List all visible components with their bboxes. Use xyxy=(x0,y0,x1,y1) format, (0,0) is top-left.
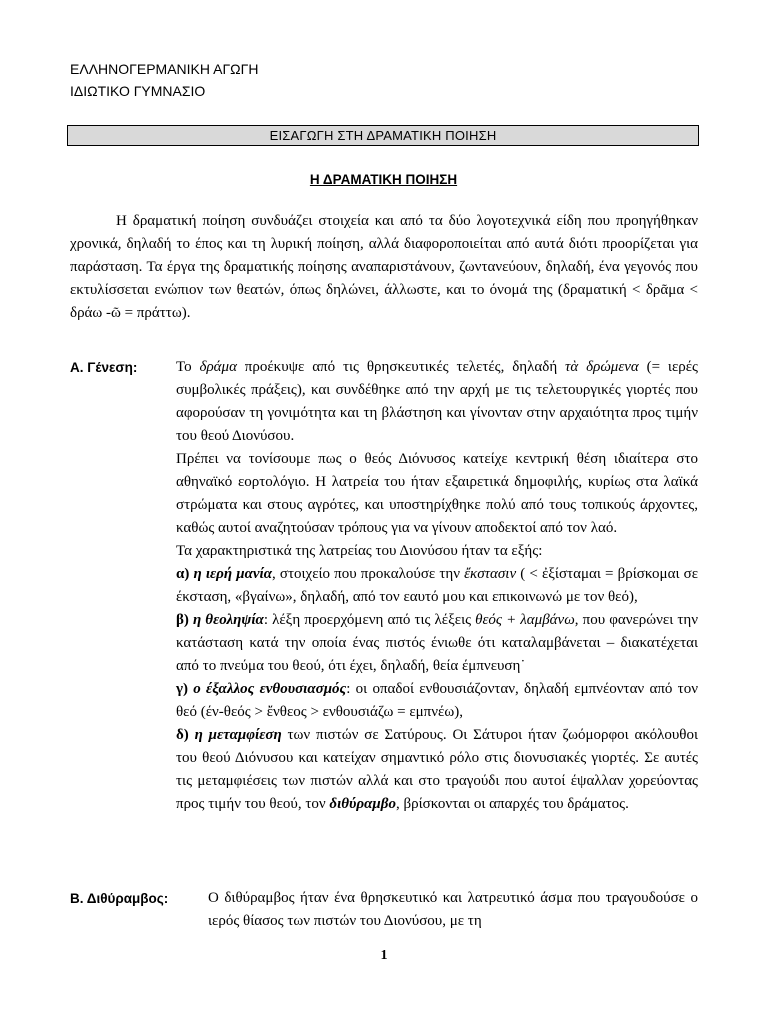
item-number: β) xyxy=(176,612,189,628)
genesis-paragraph-1 xyxy=(176,356,698,448)
term-dromena: τὰ δρώμενα xyxy=(565,359,639,375)
genesis-paragraph-3: Τα χαρακτηριστικά της λατρείας του Διονύσου ήταν τα εξής: xyxy=(176,543,543,559)
text-run: ( < ἐξίσταμαι = βρίσκομαι σε έκσταση, «βγαίνω», δηλαδή, από τον εαυτό μου και επικοινωνώ με τον θεό), xyxy=(176,566,699,605)
section-dithyramb-label: Β. Διθύραμβος: xyxy=(70,891,169,906)
school-type: ΙΔΙΩΤΙΚΟ ΓΥΜΝΑΣΙΟ xyxy=(70,83,206,99)
page-number: 1 xyxy=(380,948,388,963)
item-number: α) xyxy=(176,566,190,582)
section-genesis-label: Α. Γένεση: xyxy=(70,360,138,375)
item-number: δ) xyxy=(176,727,189,743)
text-run: : οι οπαδοί ενθουσιάζονταν, δηλαδή εμπνέονταν από τον θεό (έν-θεός > ἔνθεος > ενθουσιάζω = εμπνέω), xyxy=(176,681,698,720)
term-drama: δράμα xyxy=(199,359,237,375)
text-run: : λέξη προερχόμενη από τις λέξεις xyxy=(263,612,476,628)
school-name: ΕΛΛΗΝΟΓΕΡΜΑΝΙΚΗ ΑΓΩΓΗ xyxy=(70,61,259,77)
item-term: η ιερή μανία xyxy=(189,566,273,582)
worship-item-beta xyxy=(176,609,698,678)
dithyramb-paragraph: Ο διθύραμβος ήταν ένα θρησκευτικό και λατρευτικό άσμα που τραγουδούσε ο ιερός θίασος των πιστών του Διονύσου, με τη xyxy=(208,890,698,929)
text-run: προέκυψε από τις θρησκευτικές τελετές, δηλαδή xyxy=(236,359,566,375)
section-genesis-body xyxy=(176,356,698,816)
document-title-box: ΕΙΣΑΓΩΓΗ ΣΤΗ ΔΡΑΜΑΤΙΚΗ ΠΟΙΗΣΗ xyxy=(67,125,699,146)
item-term: η μεταμφίεση xyxy=(188,727,282,743)
worship-item-alpha xyxy=(176,563,698,609)
item-number: γ) xyxy=(176,681,189,697)
term-theos-lamvano: θεός + λαμβάνω xyxy=(475,612,575,628)
item-term: η θεοληψία xyxy=(188,612,264,628)
worship-item-gamma xyxy=(176,678,698,724)
text-run: , στοιχείο που προκαλούσε την xyxy=(272,566,465,582)
text-run: Το xyxy=(176,359,200,375)
item-term: ο έξαλλος ενθουσιασμός xyxy=(188,681,347,697)
section-heading: Η ΔΡΑΜΑΤΙΚΗ ΠΟΙΗΣΗ xyxy=(309,172,458,187)
text-run: , που φανερώνει την κατάσταση κατά την οποία ένας πιστός ένιωθε ότι καταλαμβάνεται – διακατέχεται από το πνεύμα του θεού, ότι έχει, δηλαδή, θεία έμπνευση˙ xyxy=(176,612,698,674)
intro-paragraph: Η δραματική ποίηση συνδυάζει στοιχεία και από τα δύο λογοτεχνικά είδη που προηγήθηκαν χρονικά, δηλαδή το έπος και τη λυρική ποίηση, αλλά διαφοροποιείται από αυτά διότι προορίζεται για παράσταση. Τα έργα της δραματικής ποίησης αναπαριστάνουν, ζωντανεύουν, δηλαδή, ένα γεγονός που εκτυλίσσεται ενώπιον των θεατών, όπως δηλώνει, άλλωστε, και το όνομά της (δραματική < δρᾶμα < δράω -ῶ = πράττω). xyxy=(70,213,698,321)
term-ekstasin: ἔκστασιν xyxy=(464,566,517,582)
genesis-paragraph-2: Πρέπει να τονίσουμε πως ο θεός Διόνυσος κατείχε κεντρική θέση ιδιαίτερα στο αθηναϊκό εορτολόγιο. Η λατρεία του ήταν εξαιρετικά δημοφιλής, κυρίως στα λαϊκά στρώματα και στους αγρότες, και υποστηρίχθηκε πολύ από τους τοπικούς άρχοντες, καθώς αυτοί αναζητούσαν τρόπους για να γίνουν αποδεκτοί από τον λαό. xyxy=(176,451,698,536)
text-run: , βρίσκονται οι απαρχές του δράματος. xyxy=(395,796,629,812)
term-dithyramb: διθύραμβο xyxy=(329,796,396,812)
school-header xyxy=(70,58,258,102)
worship-item-delta xyxy=(176,724,698,816)
text-run: των πιστών σε Σατύρους. Οι Σάτυροι ήταν ζωόμορφοι ακόλουθοι του θεού Διόνυσου και κατείχαν σημαντικό ρόλο στις διονυσιακές γιορτές. Σε αυτές τις μεταμφιέσεις των πιστών αλλά και στο τραγούδι που αυτοί έψαλλαν χορεύοντας προς τιμήν του θεού, τον xyxy=(176,727,699,812)
text-run: (= ιερές συμβολικές πράξεις), και συνδέθηκε από την αρχή με τις τελετουργικές γιορτές που αφορούσαν τη γονιμότητα και τη βλάστηση και γίνονταν στην αρχαιότητα προς τιμήν του θεού Διονύσου. xyxy=(176,359,698,444)
section-dithyramb-body xyxy=(208,887,698,933)
